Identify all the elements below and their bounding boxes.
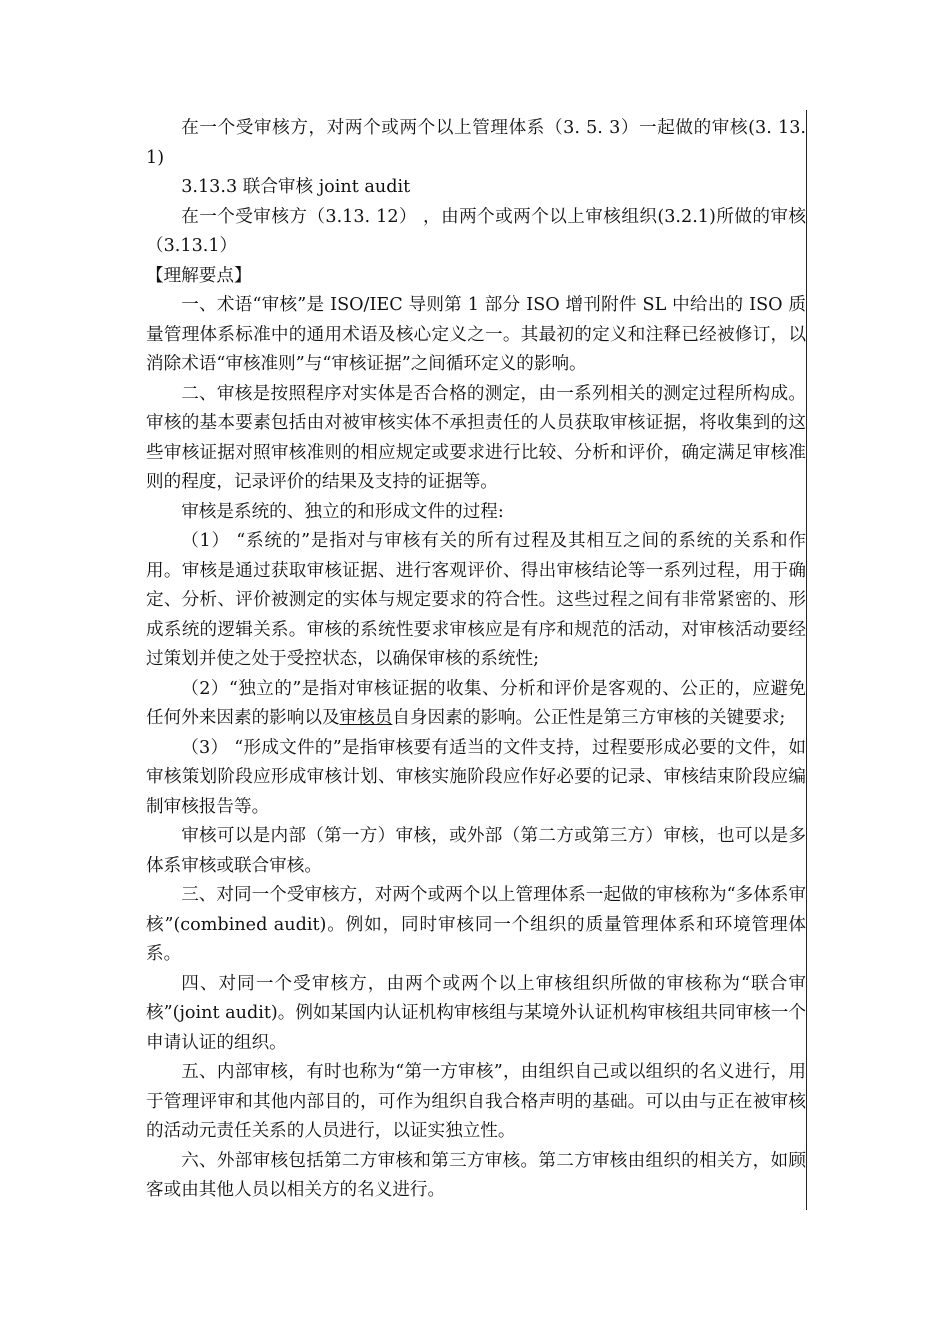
paragraph-audit-types: 审核可以是内部（第一方）审核，或外部（第二方或第三方）审核，也可以是多体系审核或联合审核。 bbox=[146, 826, 806, 876]
paragraph-point-4: 四、对同一个受审核方，由两个或两个以上审核组织所做的审核称为“联合审核”(joint audit)。例如某国内认证机构审核组与某境外认证机构审核组共同审核一个申请认证的组织。 bbox=[146, 973, 806, 1053]
auditor-link[interactable]: 审核员 bbox=[339, 708, 393, 728]
paragraph-combined-audit-definition: 在一个受审核方，对两个或两个以上管理体系（3. 5. 3）一起做的审核(3. 13. 1) bbox=[146, 118, 806, 168]
table-border-right bbox=[806, 110, 807, 1210]
paragraph-point-3: 三、对同一个受审核方，对两个或两个以上管理体系一起做的审核称为“多体系审核”(combined audit)。例如，同时审核同一个组织的质量管理体系和环境管理体系。 bbox=[146, 885, 806, 964]
paragraph-systematic: （1） “系统的”是指对与审核有关的所有过程及其相互之间的系统的关系和作用。审核是通过获取审核证据、进行客观评价、得出审核结论等一系列过程，用于确定、分析、评价被测定的实体与规定要求的符合性。这些过程之间有非常紧密的、形成系统的逻辑关系。审核的系统性要求审核应是有序和规范的活动，对审核活动要经过策划并使之处于受控状态，以确保审核的系统性; bbox=[146, 531, 806, 669]
paragraph-point-6: 六、外部审核包括第二方审核和第三方审核。第二方审核由组织的相关方，如顾客或由其他人员以相关方的名义进行。 bbox=[146, 1150, 806, 1200]
paragraph-independent-part-2: 自身因素的影响。公正性是第三方审核的关键要求; bbox=[392, 708, 786, 728]
document-body bbox=[146, 114, 806, 1206]
paragraph-independent bbox=[146, 675, 806, 734]
paragraph-audit-nature: 审核是系统的、独立的和形成文件的过程: bbox=[181, 501, 504, 522]
paragraph-independent-part-1: （2）“独立的”是指对审核证据的收集、分析和评价是客观的、公正的，应避免任何外来因素的影响以及 bbox=[146, 678, 806, 728]
paragraph-point-1: 一、术语“审核”是 ISO/IEC 导则第 1 部分 ISO 增刊附件 SL 中给出的 ISO 质量管理体系标准中的通用术语及核心定义之一。其最初的定义和注释已经被修订，以消除术语“审核准则”与“审核证据”之间循环定义的影响。 bbox=[146, 295, 806, 374]
clause-heading-joint-audit: 3.13.3 联合审核 joint audit bbox=[181, 177, 411, 197]
paragraph-documented: （3） “形成文件的”是指审核要有适当的文件支持，过程要形成必要的文件，如审核策划阶段应形成审核计划、审核实施阶段应作好必要的记录、审核结束阶段应编制审核报告等。 bbox=[146, 737, 806, 817]
paragraph-point-5: 五、内部审核，有时也称为“第一方审核”，由组织自己或以组织的名义进行，用于管理评审和其他内部目的，可作为组织自我合格声明的基础。可以由与正在被审核的活动元责任关系的人员进行，以证实独立性。 bbox=[146, 1062, 806, 1141]
paragraph-joint-audit-definition: 在一个受审核方（3.13. 12） ，由两个或两个以上审核组织(3.2.1)所做的审核（3.13.1） bbox=[146, 206, 806, 256]
section-heading-key-points: 【理解要点】 bbox=[146, 265, 252, 286]
paragraph-point-2: 二、审核是按照程序对实体是否合格的测定，由一系列相关的测定过程所构成。审核的基本要素包括由对被审核实体不承担责任的人员获取审核证据，将收集到的这些审核证据对照审核准则的相应规定或要求进行比较、分析和评价，确定满足审核准则的程度，记录评价的结果及支持的证据等。 bbox=[146, 383, 806, 492]
